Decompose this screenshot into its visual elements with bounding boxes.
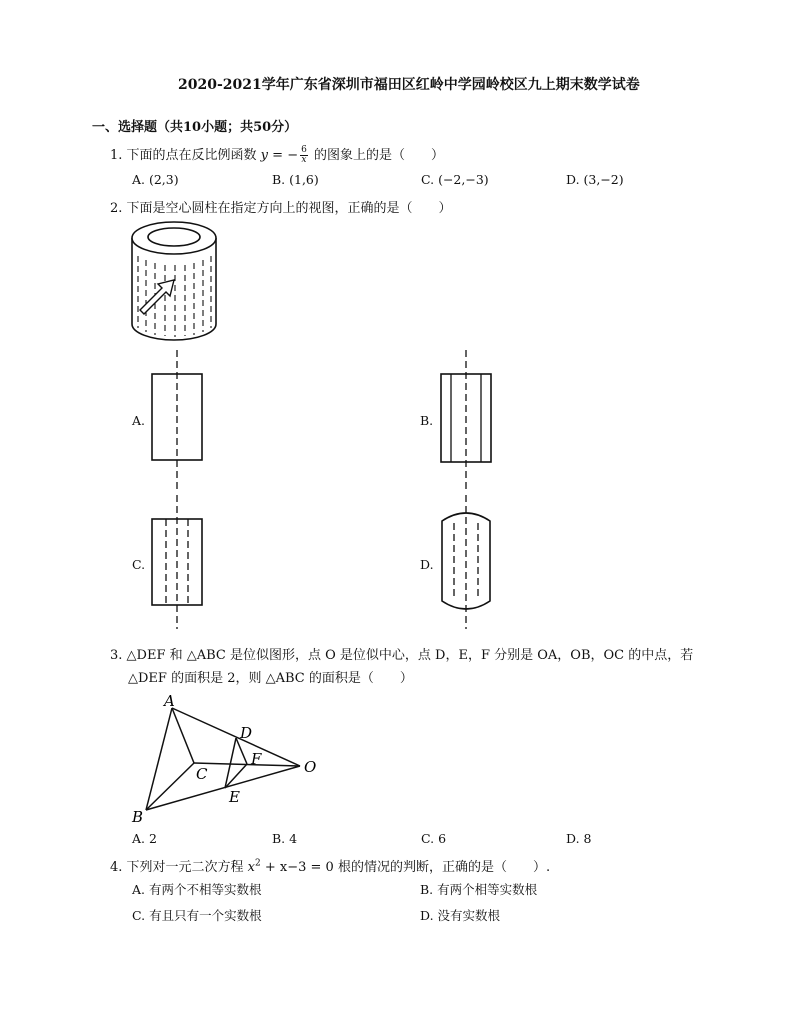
hollow-cylinder-figure (128, 220, 220, 346)
point-f-label: F (251, 750, 262, 768)
question-1-eq: = − (268, 148, 299, 163)
q2-option-a-label[interactable]: A. (132, 413, 146, 428)
q2-option-b-figure (436, 350, 498, 490)
question-1-fraction (300, 146, 308, 165)
question-4-stem (110, 856, 550, 875)
q4-option-d[interactable]: D. 没有实数根 (420, 908, 501, 923)
question-4-text-b: 根的情况的判断，正确的是（ ）. (333, 860, 551, 875)
point-a-label: A (164, 692, 175, 710)
question-1-y: y (260, 148, 269, 163)
point-d-label: D (240, 724, 253, 742)
question-2-stem: 2. 下面是空心圆柱在指定方向上的视图，正确的是（ ） (110, 201, 452, 216)
q2-option-a-figure (146, 350, 208, 490)
q2-option-d-figure (436, 495, 498, 629)
q3-option-b[interactable]: B. 4 (272, 831, 298, 846)
question-3-line-2: △DEF 的面积是 2，则 △ABC 的面积是（ ） (128, 671, 413, 686)
q2-option-c-label[interactable]: C. (132, 557, 146, 572)
q4-option-a[interactable]: A. 有两个不相等实数根 (132, 882, 262, 897)
question-1-stem (110, 144, 444, 165)
q1-option-d[interactable]: D. (3,−2) (566, 172, 624, 187)
question-4-eq: + x−3 = 0 (260, 860, 334, 875)
question-1-text-b: 的图象上的是（ ） (309, 148, 444, 163)
q3-option-c[interactable]: C. 6 (421, 831, 447, 846)
page-title: 2020-2021学年广东省深圳市福田区红岭中学园岭校区九上期末数学试卷 (178, 77, 640, 93)
q1-option-c[interactable]: C. (−2,−3) (421, 172, 489, 187)
question-1-text-a: 1. 下面的点在反比例函数 (110, 148, 261, 163)
point-o-label: O (304, 758, 317, 776)
q2-option-b-label[interactable]: B. (420, 413, 434, 428)
point-c-label: C (196, 765, 208, 783)
q1-option-a[interactable]: A. (2,3) (132, 172, 179, 187)
q4-option-c[interactable]: C. 有且只有一个实数根 (132, 908, 262, 923)
point-e-label: E (229, 788, 240, 806)
question-4-x: x (247, 860, 256, 875)
point-b-label: B (132, 808, 144, 826)
q3-option-a[interactable]: A. 2 (132, 831, 157, 846)
q3-option-d[interactable]: D. 8 (566, 831, 592, 846)
q2-option-c-figure (146, 495, 208, 629)
section-heading: 一、选择题（共10小题；共50分） (92, 120, 298, 135)
question-4-exponent: 2 (255, 858, 261, 869)
fraction-denominator: x (301, 155, 307, 165)
q1-option-b[interactable]: B. (1,6) (272, 172, 319, 187)
q4-option-b[interactable]: B. 有两个相等实数根 (420, 882, 538, 897)
question-3-line-1: 3. △DEF 和 △ABC 是位似图形，点 O 是位似中心，点 D，E，F 分别是 OA，OB，OC 的中点，若 (110, 648, 694, 663)
similar-triangles-figure (128, 690, 328, 825)
fraction-numerator: 6 (301, 145, 307, 155)
q2-option-d-label[interactable]: D. (420, 557, 434, 572)
question-4-text-a: 4. 下列对一元二次方程 (110, 860, 248, 875)
